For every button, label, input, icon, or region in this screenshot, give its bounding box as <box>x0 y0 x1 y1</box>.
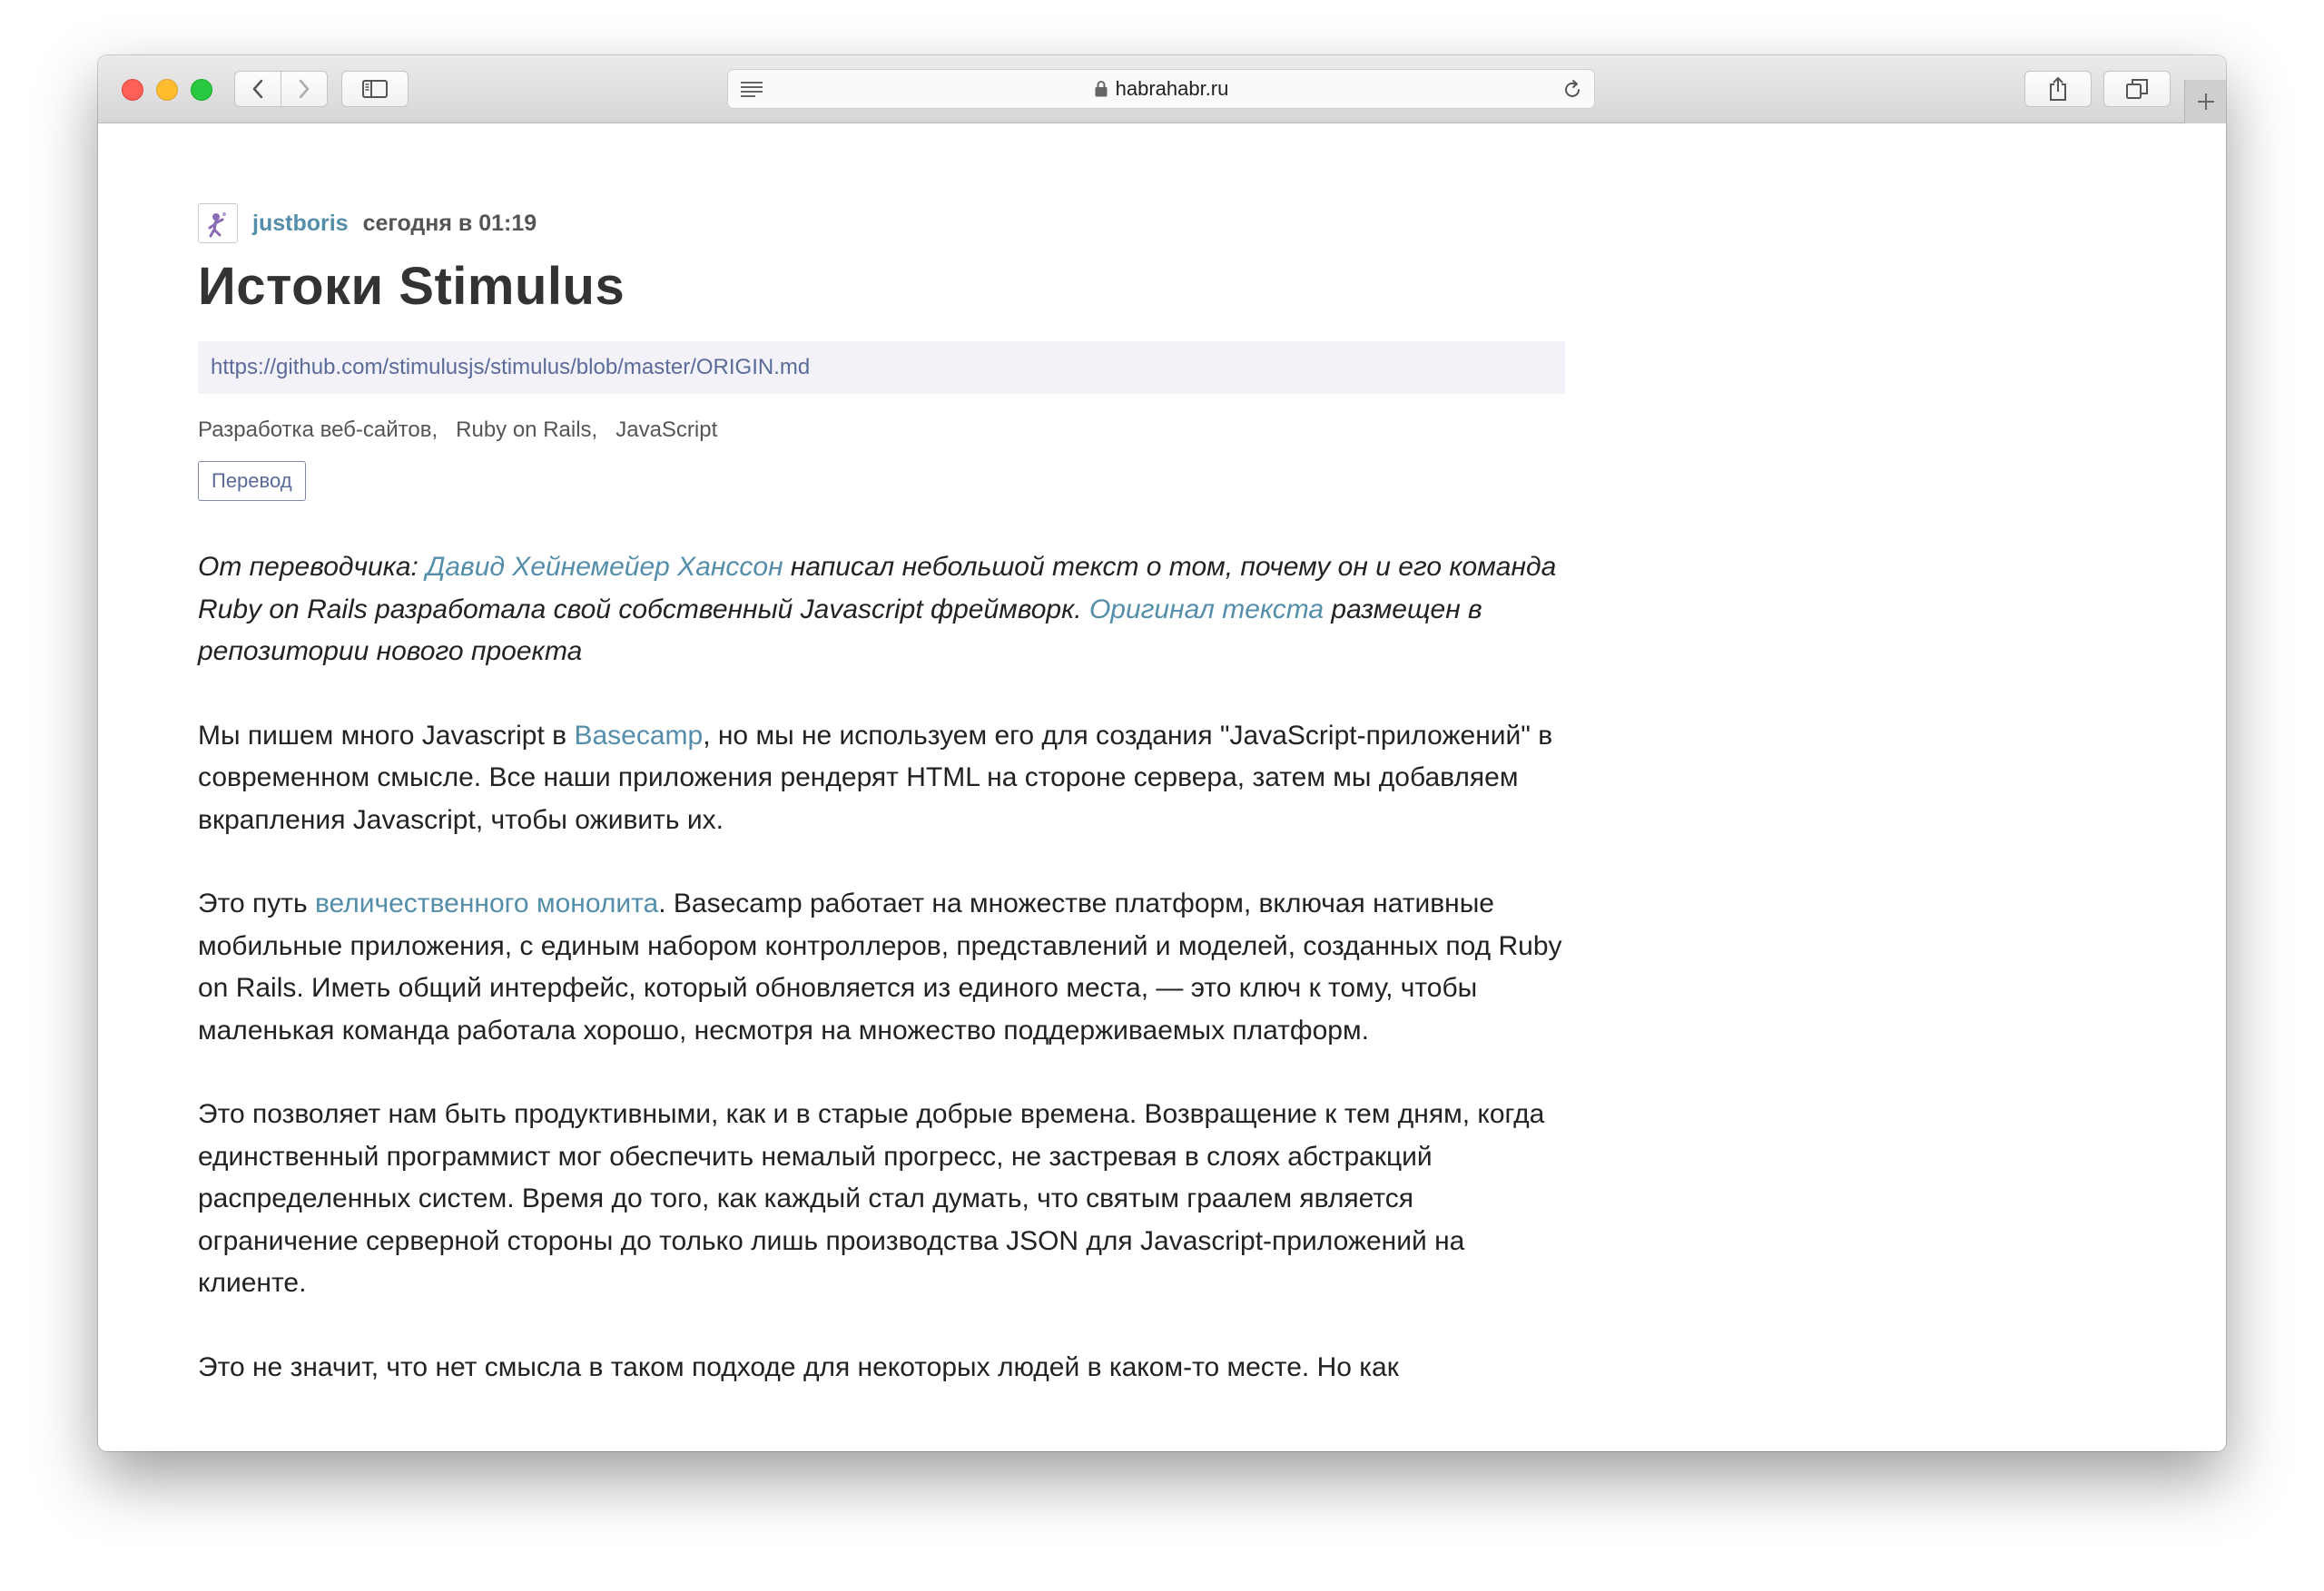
p1-prefix: Мы пишем много Javascript в <box>198 720 575 751</box>
new-tab-button[interactable] <box>2184 80 2226 123</box>
page-content <box>98 123 2226 1451</box>
plus-icon <box>2195 91 2217 113</box>
tabs-icon <box>2125 78 2149 100</box>
hub-link-javascript[interactable]: JavaScript <box>615 417 718 442</box>
page-title: Истоки Stimulus <box>198 257 625 316</box>
forward-button[interactable] <box>281 71 328 107</box>
author-link[interactable]: justboris <box>252 210 349 236</box>
paragraph-4: Это не значит, что нет смысла в таком подходе для некоторых людей в каком-то месте. Но как <box>198 1351 1399 1382</box>
url-display[interactable] <box>728 70 1594 108</box>
article-body <box>198 546 1578 1389</box>
post-date: сегодня в 01:19 <box>362 210 537 236</box>
share-button[interactable] <box>2024 71 2092 107</box>
intro-suffix: размещен в репозитории нового проекта <box>198 594 1482 666</box>
source-link[interactable]: https://github.com/stimulusjs/stimulus/blob/master/ORIGIN.md <box>198 341 1565 394</box>
intro-mid: написал небольшой текст о том, почему он и его команда Ruby on Rails разработала свой собственный Javascript фреймворк. <box>198 552 1557 624</box>
lock-icon <box>1094 80 1108 98</box>
p1-suffix: , но мы не используем его для создания "JavaScript-приложений" в современном смысле. Все наши приложения рендерят HTML на стороне сервера, затем мы добавляем вкрапления Javascript, чтобы оживить их. <box>198 720 1553 835</box>
browser-window <box>98 55 2226 1451</box>
share-icon <box>2047 76 2069 102</box>
avatar[interactable] <box>198 203 238 243</box>
hubs-list <box>198 417 1578 443</box>
majestic-monolith-link[interactable]: величественного монолита <box>314 889 659 918</box>
address-bar[interactable] <box>727 69 1595 109</box>
sidebar-icon <box>361 79 389 99</box>
reader-icon[interactable] <box>739 79 764 103</box>
paragraph-2 <box>198 883 1578 1052</box>
browser-toolbar <box>98 55 2226 123</box>
intro-prefix: От переводчика: <box>198 552 427 582</box>
paragraph-3: Это позволяет нам быть продуктивными, как и в старые добрые времена. Возвращение к тем дням, когда единственный программист мог обеспечить немалый прогресс, не застревая в слоях абстракций распределенных систем. Время до того, как каждый стал думать, что святым граалем является ограничение серверной стороны до только лишь производства JSON для Javascript-приложений на клиенте. <box>198 1099 1545 1298</box>
basecamp-link[interactable]: Basecamp <box>574 720 704 751</box>
sidebar-button[interactable] <box>341 71 409 107</box>
tabs-overview-button[interactable] <box>2103 71 2171 107</box>
reload-icon[interactable] <box>1561 79 1583 105</box>
translation-badge: Перевод <box>198 461 306 501</box>
chevron-right-icon <box>298 79 310 99</box>
paragraph-1 <box>198 715 1578 842</box>
author-dhh-link[interactable]: Давид Хейнемейер Ханссон <box>426 552 783 582</box>
url-text: habrahabr.ru <box>1115 77 1229 100</box>
hub-link-ruby-on-rails[interactable]: Ruby on Rails, <box>456 417 598 442</box>
article <box>198 201 1578 1430</box>
minimize-window-button[interactable] <box>156 79 178 101</box>
chevron-left-icon <box>251 79 264 99</box>
original-text-link[interactable]: Оригинал текста <box>1088 594 1324 624</box>
back-button[interactable] <box>234 71 281 107</box>
p2-prefix: Это путь <box>198 889 315 918</box>
maximize-window-button[interactable] <box>191 79 212 101</box>
p2-suffix: . Basecamp работает на множестве платформ, включая нативные мобильные приложения, с единым набором контроллеров, представлений и моделей, созданных под Ruby on Rails. Иметь общий интерфейс, который обновляется из единого места, — это ключ к тому, чтобы маленькая команда работала хорошо, несмотря на множество поддерживаемых платформ. <box>198 889 1562 1046</box>
article-meta <box>198 201 1578 245</box>
hub-link-web-dev[interactable]: Разработка веб-сайтов, <box>198 417 438 442</box>
translator-note <box>198 546 1578 673</box>
author-avatar-icon <box>202 208 233 239</box>
close-window-button[interactable] <box>122 79 143 101</box>
